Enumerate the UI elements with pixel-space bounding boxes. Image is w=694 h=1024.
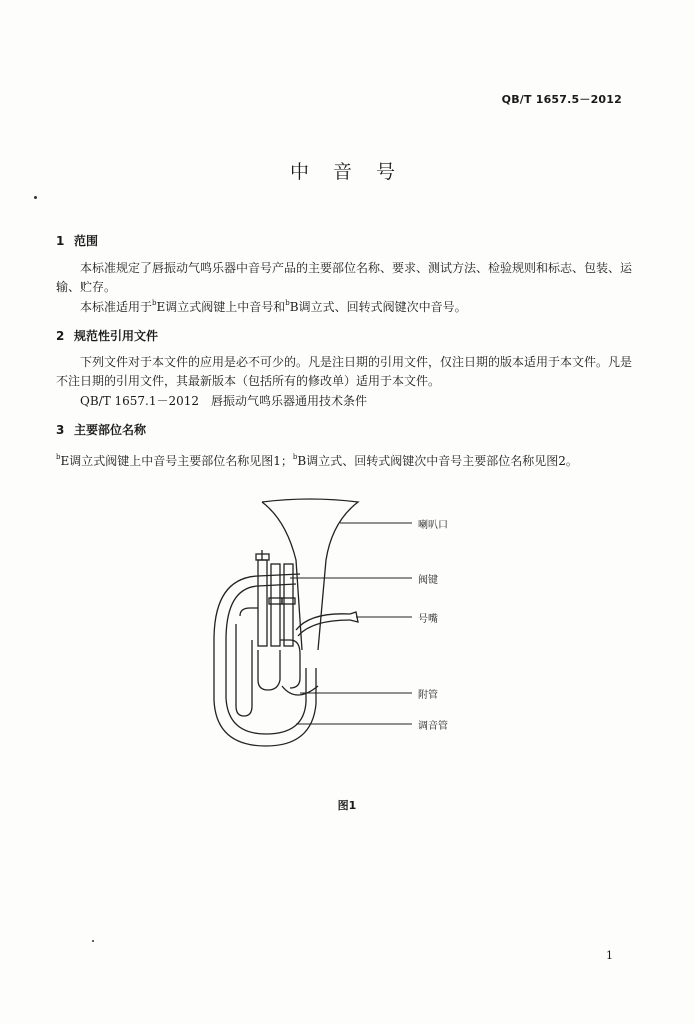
slide-2 xyxy=(258,650,280,690)
document-title: 中 音 号 xyxy=(289,161,405,183)
section-2-paragraph-1: 下列文件对于本文件的应用是必不可少的。凡是注日期的引用文件，仅注日期的版本适用于本文件。凡是不注日期的引用文件，其最新版本（包括所有的修改单）适用于本文件。 xyxy=(56,355,633,388)
normative-reference: QB/T 1657.1－2012 唇振动气鸣乐器通用技术条件 xyxy=(80,394,368,408)
section-title: 规范性引用文件 xyxy=(74,329,159,343)
label-tuning-slide: 调音管 xyxy=(418,721,448,732)
label-valve: 阀键 xyxy=(418,575,438,586)
text-mid: E调立式阀键上中音号和 xyxy=(156,300,286,314)
text-mid: E调立式阀键上中音号主要部位名称见图1； xyxy=(60,454,293,468)
slide-1-crook xyxy=(240,608,258,616)
text-post: B调立式、回转式阀键次中音号。 xyxy=(289,300,467,314)
section-1-heading xyxy=(56,232,98,249)
section-title: 范围 xyxy=(74,234,99,248)
label-mouthpiece: 号嘴 xyxy=(418,614,438,625)
section-number: 1 xyxy=(56,234,65,248)
section-3-paragraph-1 xyxy=(56,452,578,469)
label-slide: 附管 xyxy=(418,690,438,701)
section-title: 主要部位名称 xyxy=(74,423,147,437)
top-tube xyxy=(258,574,300,586)
text-post: B调立式、回转式阀键次中音号主要部位名称见图2。 xyxy=(297,454,578,468)
flat-superscript: b xyxy=(285,299,290,307)
leadpipe-inner xyxy=(298,620,350,636)
valve-3 xyxy=(284,564,293,646)
page-number: 1 xyxy=(606,949,613,962)
section-number: 2 xyxy=(56,329,65,343)
figure-caption: 图1 xyxy=(337,799,357,812)
flat-superscript: b xyxy=(152,299,157,307)
leadpipe xyxy=(296,614,350,630)
text-pre: 本标准适用于 xyxy=(80,300,153,314)
standard-code: QB/T 1657.5－2012 xyxy=(501,93,622,106)
valve-1 xyxy=(258,560,267,646)
scan-speck xyxy=(34,196,37,199)
euphonium-diagram xyxy=(200,490,420,760)
slide-1 xyxy=(236,624,252,716)
section-number: 3 xyxy=(56,423,65,437)
slide-3 xyxy=(280,640,300,688)
tuning-loop-inner xyxy=(226,586,306,734)
section-1-paragraph-2 xyxy=(80,298,467,315)
label-bell: 喇叭口 xyxy=(418,520,448,531)
section-3-heading xyxy=(56,421,146,438)
section-2-heading xyxy=(56,327,158,344)
flat-superscript: b xyxy=(56,453,61,461)
bottom-bow xyxy=(282,686,318,695)
scan-speck xyxy=(92,940,94,942)
flat-superscript: b xyxy=(292,453,298,461)
valve-2 xyxy=(271,564,280,646)
section-1-paragraph-1: 本标准规定了唇振动气鸣乐器中音号产品的主要部位名称、要求、测试方法、检验规则和标志、包装、运输、贮存。 xyxy=(56,261,633,294)
